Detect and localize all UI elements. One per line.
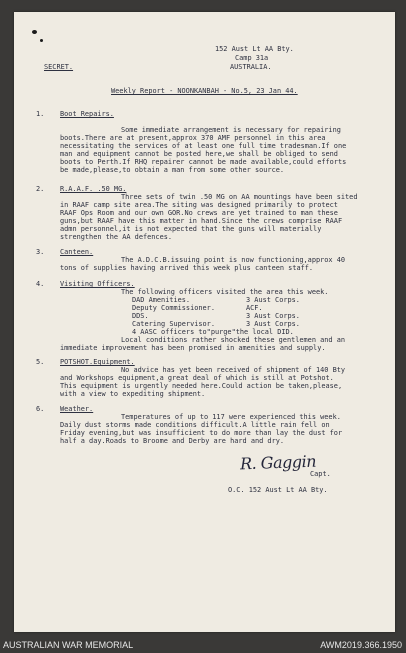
paragraph-line: boots.There are at present,approx 370 AMF personnel in this area <box>60 134 326 142</box>
paragraph-line: This equipment is urgently needed here.Could action be taken,please, <box>60 382 343 390</box>
paragraph-line: in RAAF camp site area.The siting was designed primarily to protect <box>60 201 338 209</box>
camp-address-line: Camp 31a <box>235 54 269 62</box>
section-heading: Boot Repairs. <box>60 110 114 118</box>
paragraph-line: Temperatures of up to 117 were experienced this week. <box>121 413 341 421</box>
paragraph-line: immediate improvement has been promised in amenities and supply. <box>60 344 326 352</box>
officer-role: DDS. <box>132 312 149 320</box>
paragraph-line: boots to Perth.If RHQ repairer cannot be made available,could efforts <box>60 158 347 166</box>
section-heading: R.A.A.F. .50 MG. <box>60 185 127 193</box>
section-number: 5. <box>36 358 45 366</box>
signature-rank: Capt. <box>310 470 331 478</box>
paragraph-line: Three sets of twin .50 MG on AA mountings have been sited <box>121 193 358 201</box>
signature-title: O.C. 152 Aust Lt AA Bty. <box>228 486 328 494</box>
section-heading: Canteen. <box>60 248 94 256</box>
paragraph-line: with a view to expediting shipment. <box>60 390 206 398</box>
paragraph-line: 4 AASC officers to"purge"the local DID. <box>132 328 294 336</box>
document-page <box>14 12 395 632</box>
punch-hole-lower <box>40 39 43 42</box>
paragraph-line: Local conditions rather shocked these gentlemen and an <box>121 336 346 344</box>
section-number: 4. <box>36 280 45 288</box>
officer-unit: 3 Aust Corps. <box>246 312 300 320</box>
unit-address-line: 152 Aust Lt AA Bty. <box>215 45 294 53</box>
paragraph-line: strengthen the AA defences. <box>60 233 173 241</box>
officer-role: DAD Amenities. <box>132 296 191 304</box>
report-title: Weekly Report - NOONKANBAH - No.5, 23 Jan 44. <box>111 87 298 95</box>
paragraph-line: No advice has yet been received of shipment of 140 Bty <box>121 366 346 374</box>
paragraph-line: half a day.Roads to Broome and Derby are hard and dry. <box>60 437 285 445</box>
paragraph-line: be made,please,to obtain a man from some other source. <box>60 166 285 174</box>
paragraph-line: and Workshops equipment,a great deal of which is still at Potshot. <box>60 374 334 382</box>
paragraph-line: tons of supplies having arrived this week plus canteen staff. <box>60 264 314 272</box>
paragraph-line: necessitating the services of at least one full time tradesman.If one <box>60 142 347 150</box>
officer-role: Deputy Commissioner. <box>132 304 215 312</box>
officer-unit: ACF. <box>246 304 263 312</box>
section-heading: POTSHOT.Equipment. <box>60 358 135 366</box>
section-heading: Visiting Officers. <box>60 280 135 288</box>
section-number: 6. <box>36 405 45 413</box>
punch-hole-top <box>32 30 37 34</box>
paragraph-line: Friday evening,but was insufficient to do more than lay the dust for <box>60 429 343 437</box>
paragraph-line: The following officers visited the area this week. <box>121 288 329 296</box>
paragraph-line: man and equipment cannot be posted here,we shall be obliged to send <box>60 150 338 158</box>
section-number: 2. <box>36 185 45 193</box>
handwritten-signature: R. Gaggin <box>239 451 317 474</box>
classification-label: SECRET. <box>44 63 74 71</box>
section-heading: Weather. <box>60 405 94 413</box>
section-number: 1. <box>36 110 45 118</box>
paragraph-line: guns,but RAAF have this matter in hand.Since the crews comprise RAAF <box>60 217 343 225</box>
paragraph-line: RAAF Ops Room and our own GOR.No crews are yet trained to man these <box>60 209 338 217</box>
paragraph-line: admn personnel,it is not expected that the guns will materially <box>60 225 322 233</box>
footer-institution: AUSTRALIAN WAR MEMORIAL <box>3 640 134 650</box>
officer-unit: 3 Aust Corps. <box>246 296 300 304</box>
archive-footer <box>0 638 406 653</box>
officer-role: Catering Supervisor. <box>132 320 215 328</box>
country-address-line: AUSTRALIA. <box>230 63 272 71</box>
paragraph-line: Daily dust storms made conditions difficult.A little rain fell on <box>60 421 330 429</box>
section-number: 3. <box>36 248 45 256</box>
officer-unit: 3 Aust Corps. <box>246 320 300 328</box>
paragraph-line: Some immediate arrangement is necessary for repairing <box>121 126 341 134</box>
paragraph-line: The A.D.C.B.issuing point is now functioning,approx 40 <box>121 256 346 264</box>
footer-reference: AWM2019.366.1950 <box>320 640 402 650</box>
